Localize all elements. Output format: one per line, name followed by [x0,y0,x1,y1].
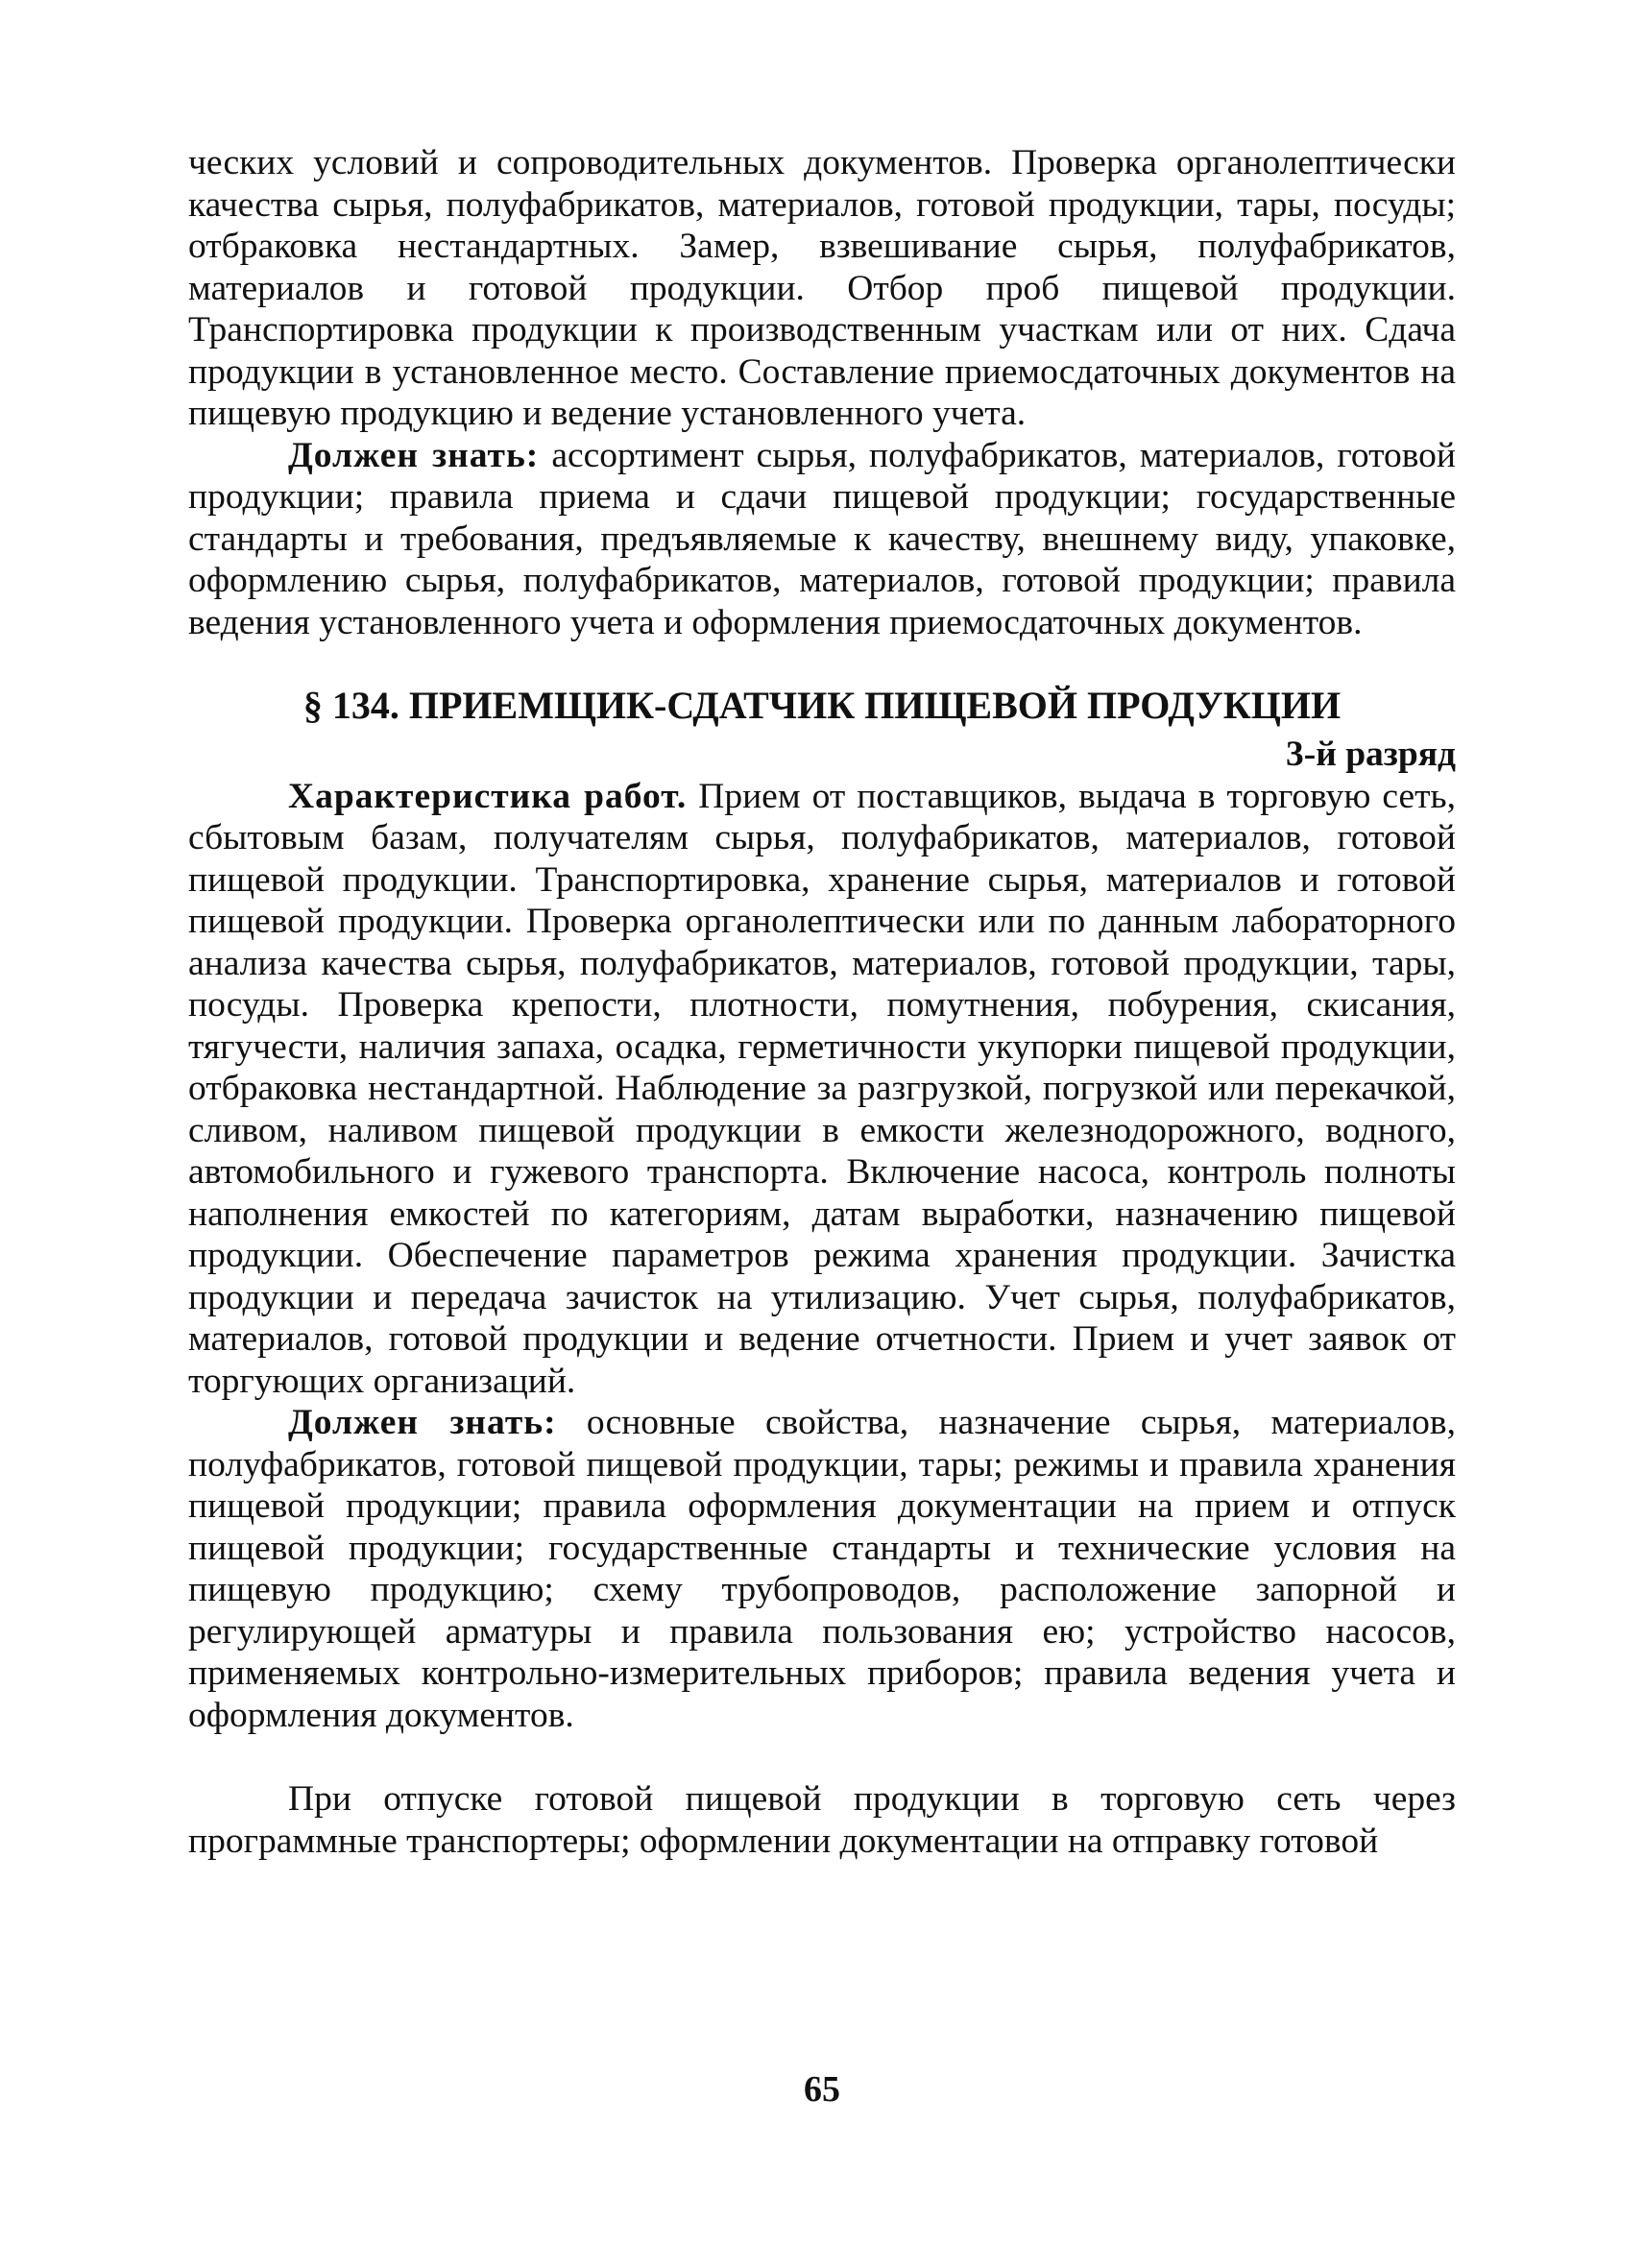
knowledge-lead-2: Должен знать: [288,1403,557,1442]
characteristics-text: Прием от поставщиков, выдача в торговую сеть, сбытовым базам, получателям сырья, полуфабрикатов, материалов, готовой пищевой продукции. Транспортировка, хранение сырья, материалов и готовой пищевой продукции. Проверка органолептически или по данным лабораторного анализа качества сырья, полуфабрикатов, материалов, готовой продукции, тары, посуды. Проверка крепости, плотности, помутнения, побурения, скисания, тягучести, наличия запаха, осадка, герметичности укупорки пищевой продукции, отбраковка нестандартной. Наблюдение за разгрузкой, погрузкой или перекачкой, сливом, наливом пищевой продукции в емкости железнодорожного, водного, автомобильного и гужевого транспорта. Включение насоса, контроль полноты наполнения емкостей по категориям, датам выработки, назначению пищевой продукции. Обеспечение параметров режима хранения продукции. Зачистка продукции и передача зачисток на утилизацию. Учет сырья, полуфабрикатов, материалов, готовой продукции и ведение отчетности. Прием и учет заявок от торгующих организаций. [188,776,1457,1401]
knowledge-paragraph-2 [188,1402,1456,1736]
page-body [188,142,1456,1862]
characteristics-lead: Характеристика работ. [288,776,688,816]
page-number: 65 [804,2069,840,2110]
closing-paragraph: При отпуске готовой пищевой продукции в торговую сеть через программные транспортеры; оформлении документации на отправку готовой [188,1779,1456,1861]
characteristics-paragraph [188,776,1456,1403]
knowledge-paragraph-1 [188,435,1456,644]
knowledge-text-1: ассортимент сырья, полуфабрикатов, материалов, готовой продукции; правила приема и сдачи пищевой продукции; государственные стандарты и требования, предъявляемые к качеству, внешнему виду, упаковке, оформлению сырья, полуфабрикатов, материалов, готовой продукции; правила ведения установленного учета и оформления приемосдаточных документов. [188,435,1456,642]
knowledge-text-2: основные свойства, назначение сырья, материалов, полуфабрикатов, готовой пищевой продукции, тары; режимы и правила хранения пищевой продукции; правила оформления документации на прием и отпуск пищевой продукции; государственные стандарты и технические условия на пищевую продукцию; схему трубопроводов, расположение запорной и регулирующей арматуры и правила пользования ею; устройство насосов, применяемых контрольно-измерительных приборов; правила ведения учета и оформления документов. [188,1403,1456,1735]
grade-label: 3-й разряд [1285,735,1456,774]
section-title: § 134. ПРИЕМЩИК-СДАТЧИК ПИЩЕВОЙ ПРОДУКЦИИ [302,684,1342,727]
intro-paragraph: ческих условий и сопроводительных документов. Проверка органолептически качества сырья, полуфабрикатов, материалов, готовой продукции, тары, посуды; отбраковка нестандартных. Замер, взвешивание сырья, полуфабрикатов, материалов и готовой продукции. Отбор проб пищевой продукции. Транспортировка продукции к производственным участкам или от них. Сдача продукции в установленное место. Составление приемосдаточных документов на пищевую продукцию и ведение установленного учета. [188,143,1456,433]
knowledge-lead-1: Должен знать: [288,435,540,475]
paragraph-gap [188,1736,1456,1778]
